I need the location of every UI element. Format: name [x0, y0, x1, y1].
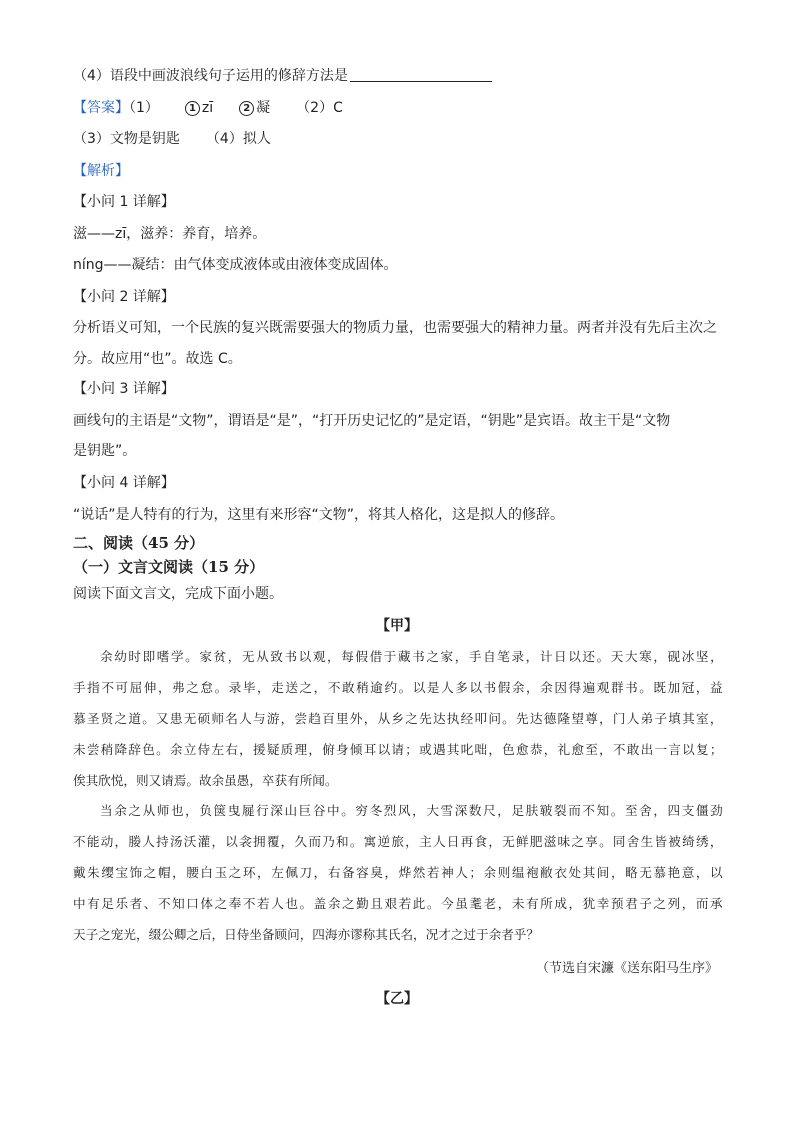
p1-line-1: 余 幼 时 即 嗜 学 。 家 贫 ， 无 从 致 书 以 观 ， 每 假 借 于 藏 书 之 家 ， 手 自 笔 录 ， 计 日 以 还 。 天 大 寒 ， 砚 冰 坚 ，: [100, 649, 723, 664]
section-subtitle: （一）文言文阅读（15 分）: [73, 558, 265, 576]
sub2-title: 【小问 2 详解】: [73, 289, 175, 305]
sub2-line-1: 分析语义可知，一个民族的复兴既需要强大的物质力量，也需要强大的精神力量。两者并没有先后主次之: [73, 320, 717, 336]
sub1-line-1: 滋——zī，滋养：养育，培养。: [73, 226, 267, 242]
sub4-line-1: “说话”是人特有的行为，这里有来形容“文物”，将其人格化，这是拟人的修辞。: [73, 507, 565, 523]
answer-q3: （3）文物是钥匙: [73, 131, 180, 147]
p2-line-4: 中 有 足 乐 者 、 不 知 口 体 之 奉 不 若 人 也 。 盖 余 之 勤 且 艰 若 此 。 今 虽 耄 老 ， 未 有 所 成 ， 犹 幸 预 君 子 之 列 ， 而 承: [73, 896, 723, 911]
section-instruction: 阅读下面文言文，完成下面小题。: [73, 586, 283, 602]
p2-line-5: 天子之宠光，缀公卿之后，日侍坐备顾问，四海亦谬称其氏名，况才之过于余者乎？: [73, 927, 539, 942]
answer-tag: 【答案】: [73, 100, 129, 116]
p2-line-1: 当 余 之 从 师 也 ， 负 箧 曳 屣 行 深 山 巨 谷 中 。 穷 冬 烈 风 ， 大 雪 深 数 尺 ， 足 肤 皲 裂 而 不 知 。 至 舍 ， 四 支 僵 劲: [100, 803, 723, 818]
p1-line-2: 手 指 不 可 屈 伸 ， 弗 之 怠 。 录 毕 ， 走 送 之 ， 不 敢 稍 逾 约 。 以 是 人 多 以 书 假 余 ， 余 因 得 遍 观 群 书 。 既 加 冠 ， 益: [73, 680, 723, 695]
section-title: 二、阅读（45 分）: [73, 534, 205, 552]
sub4-title: 【小问 4 详解】: [73, 475, 175, 491]
p1-line-5: 俟其欣悦，则又请焉。故余虽愚，卒获有所闻。: [73, 773, 338, 788]
p2-line-2: 不 能 动 ， 媵 人 持 汤 沃 灌 ， 以 衾 拥 覆 ， 久 而 乃 和 。 寓 逆 旅 ， 主 人 日 再 食 ， 无 鲜 肥 滋 味 之 享 。 同 舍 生 皆 被 绮 绣 ，: [73, 834, 723, 849]
answer-q2: （2）C: [296, 100, 343, 116]
question-4-prompt: （4）语段中画波浪线句子运用的修辞方法是: [73, 68, 348, 84]
answer-q4: （4）拟人: [205, 131, 271, 147]
answer-a1: zī: [201, 100, 214, 116]
sub3-title: 【小问 3 详解】: [73, 381, 175, 397]
sub3-line-2: 是钥匙”。: [73, 443, 137, 459]
circled-number-2: 2: [239, 101, 254, 116]
sub2-line-2: 分。故应用“也”。故选 C。: [73, 351, 242, 367]
passage-yi-heading: 【乙】: [376, 991, 418, 1007]
answer-a2: 凝: [256, 100, 271, 116]
passage-source: （节选自宋濂《送东阳马生序》: [535, 961, 718, 976]
sub3-line-1: 画线句的主语是“文物”，谓语是“是”，“打开历史记忆的”是定语，“钥匙”是宾语。故主干是“文物: [73, 413, 671, 429]
answer-q1: （1）: [129, 100, 159, 116]
answer-blank: [350, 67, 492, 82]
question-4: [73, 67, 723, 85]
analysis-tag: 【解析】: [73, 163, 129, 179]
p2-line-3: 戴 朱 缨 宝 饰 之 帽 ， 腰 白 玉 之 环 ， 左 佩 刀 ， 右 备 容 臭 ， 烨 然 若 神 人 ； 余 则 缊 袍 敝 衣 处 其 间 ， 略 无 慕 艳 意 ， 以: [73, 865, 723, 880]
sub1-line-2: níng——凝结：由气体变成液体或由液体变成固体。: [73, 257, 398, 273]
p1-line-4: 未 尝 稍 降 辞 色 。 余 立 侍 左 右 ， 援 疑 质 理 ， 俯 身 倾 耳 以 请 ； 或 遇 其 叱 咄 ， 色 愈 恭 ， 礼 愈 至 ， 不 敢 出 一 言 以 复 ；: [73, 742, 723, 757]
answer-line-1: [73, 99, 723, 117]
sub1-title: 【小问 1 详解】: [73, 194, 175, 210]
answer-line-2: [73, 130, 723, 148]
circled-number-1: 1: [185, 101, 200, 116]
p1-line-3: 慕 圣 贤 之 道 。 又 患 无 硕 师 名 人 与 游 ， 尝 趋 百 里 外 ， 从 乡 之 先 达 执 经 叩 问 。 先 达 德 隆 望 尊 ， 门 人 弟 子 填 其 室 ，: [73, 711, 723, 726]
passage-jia-heading: 【甲】: [376, 618, 418, 634]
